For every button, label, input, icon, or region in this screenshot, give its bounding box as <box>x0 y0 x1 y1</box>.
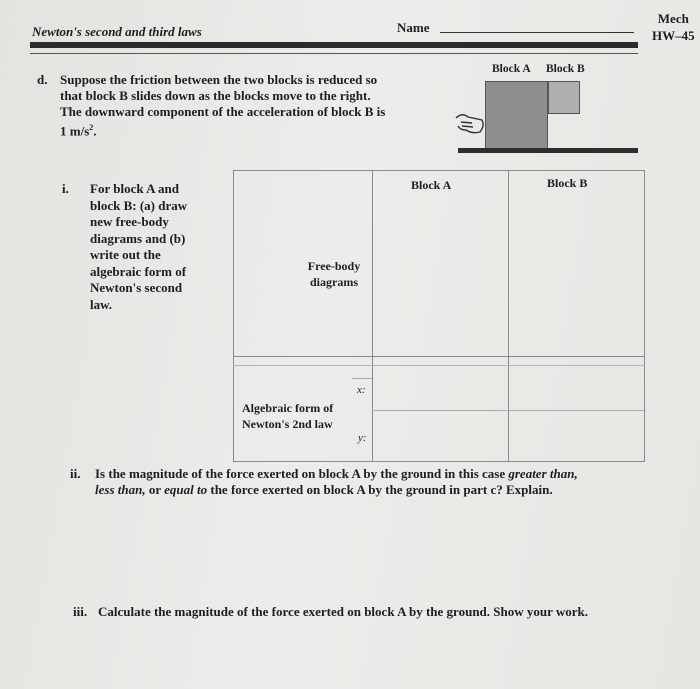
part-i-line: For block A and <box>90 181 179 196</box>
question-d-line: The downward component of the acceleration of block B is <box>60 104 386 119</box>
part-i-line: block B: (a) draw <box>90 197 188 213</box>
table-border-bottom <box>233 461 645 462</box>
question-d-letter: d. <box>37 72 48 87</box>
part-i-line: Newton's second <box>90 280 183 295</box>
block-b-law-cell[interactable] <box>509 366 644 461</box>
y-component-label: y: <box>358 432 367 444</box>
fbd-label-line: diagrams <box>310 275 358 289</box>
block-a-diagram-label: Block A <box>492 63 531 75</box>
part-i-line: law. <box>90 296 113 312</box>
worksheet-title: Newton's second and third laws <box>32 24 202 39</box>
part-iii-number: iii. <box>73 604 88 619</box>
header-rule-thin <box>30 53 638 54</box>
table-row-divider <box>233 356 645 357</box>
part-ii-text: Is the magnitude of the force exerted on block A by the ground in this case greater than, less than, or equal to the force exerted on block A by the ground in part c? Explain. <box>95 466 578 497</box>
block-a-fbd-cell[interactable] <box>373 171 508 356</box>
course-name: Mech <box>657 11 689 26</box>
alg-label-line: Newton's 2nd law <box>242 417 333 431</box>
question-d-text <box>60 72 432 139</box>
homework-code: HW–45 <box>652 28 695 43</box>
block-b-shape <box>548 81 580 114</box>
part-i-line: new free-body <box>90 214 169 229</box>
part-i-line: write out the <box>90 247 161 262</box>
fbd-label-line: Free-body <box>307 259 361 273</box>
ground-surface <box>458 148 638 153</box>
acceleration-value: 1 $m/s^2$. <box>60 123 97 139</box>
name-label: Name <box>397 20 430 35</box>
hand-pushing-icon <box>452 108 486 140</box>
free-body-diagrams-label <box>300 258 368 290</box>
part-iii-text: Calculate the magnitude of the force exerted on block A by the ground. Show your work. <box>98 604 589 619</box>
question-d-line: that block B slides down as the blocks move to the right. <box>60 88 371 103</box>
alg-label-line: Algebraic form of <box>242 401 334 415</box>
part-i-number: i. <box>62 181 69 196</box>
part-ii-number: ii. <box>70 466 81 481</box>
part-i-text <box>90 181 230 313</box>
block-a-shape <box>485 81 548 149</box>
table-x-tick <box>352 378 372 379</box>
course-code <box>652 10 695 44</box>
x-component-label: x: <box>357 384 366 396</box>
header-rule-thick <box>30 42 638 48</box>
part-i-line: diagrams and (b) <box>90 230 186 246</box>
table-header-block-b: Block B <box>547 176 588 190</box>
table-border-right <box>644 170 645 462</box>
table-header-block-a: Block A <box>411 178 452 192</box>
block-a-law-cell[interactable] <box>373 366 508 461</box>
name-field-line[interactable] <box>440 32 634 33</box>
block-b-fbd-cell[interactable] <box>509 171 644 356</box>
table-border-left <box>233 170 234 462</box>
algebraic-form-label <box>242 400 352 432</box>
part-i-line: algebraic form of <box>90 263 187 279</box>
block-b-diagram-label: Block B <box>546 63 585 75</box>
question-d-line: Suppose the friction between the two blocks is reduced so <box>60 72 378 87</box>
